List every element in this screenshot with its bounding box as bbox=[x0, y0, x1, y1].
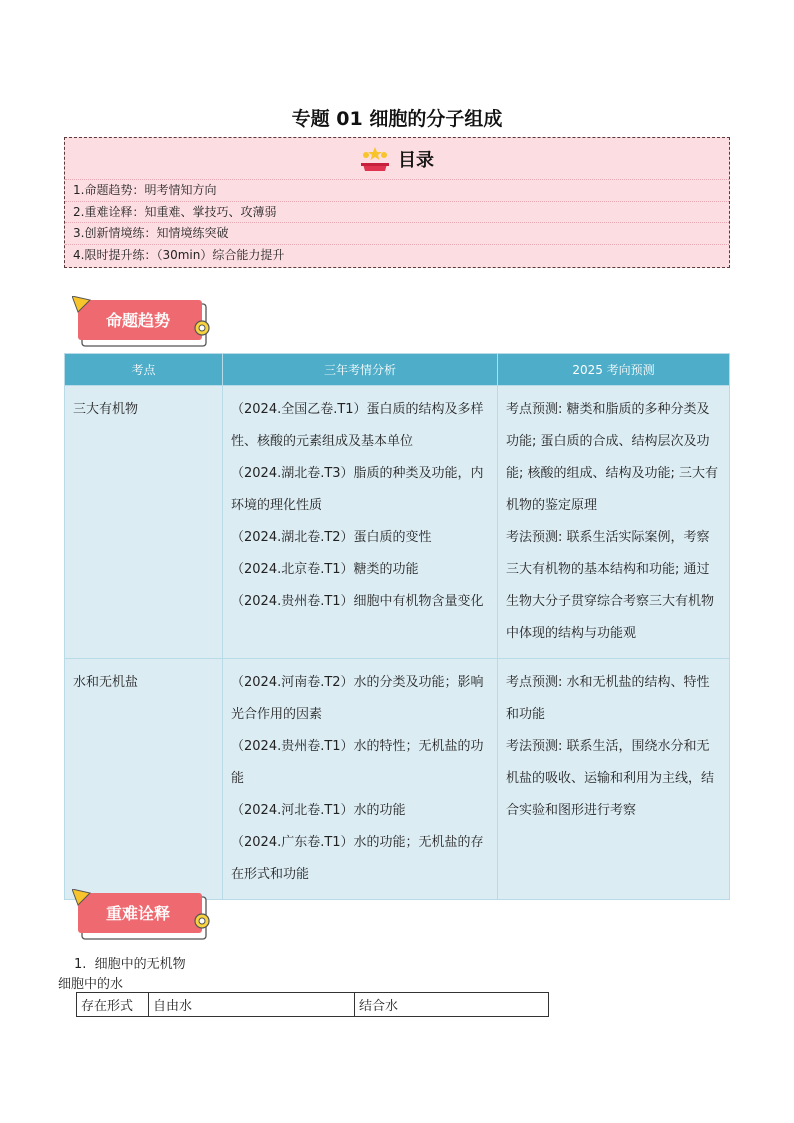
header-topic: 考点 bbox=[65, 354, 223, 386]
table-row bbox=[65, 386, 730, 659]
table-header-row bbox=[65, 354, 730, 386]
toc-item[interactable]: 1.命题趋势：明考情知方向 bbox=[65, 180, 729, 202]
toc-item[interactable]: 2.重难诠释：知重难、掌技巧、攻薄弱 bbox=[65, 202, 729, 224]
analysis-line: （2024.湖北卷.T3）脂质的种类及功能，内环境的理化性质 bbox=[231, 466, 484, 513]
forecast-line: 考法预测: 联系生活，围绕水分和无机盐的吸收、运输和利用为主线，结合实验和图形进行考察 bbox=[506, 739, 715, 818]
forecast-line: 考点预测: 水和无机盐的结构、特性和功能 bbox=[506, 675, 710, 722]
table-row bbox=[65, 659, 730, 900]
toc-item[interactable]: 4.限时提升练：（30min）综合能力提升 bbox=[73, 247, 285, 262]
analysis-line: （2024.全国乙卷.T1）蛋白质的结构及多样性、核酸的元素组成及基本单位 bbox=[231, 402, 484, 449]
header-forecast: 2025 考向预测 bbox=[498, 354, 730, 386]
crown-icon bbox=[360, 146, 390, 172]
analysis-cell bbox=[223, 386, 498, 659]
analysis-line: （2024.贵州卷.T1）细胞中有机物含量变化 bbox=[231, 594, 484, 609]
toc-header bbox=[65, 138, 729, 180]
topic-cell: 水和无机盐 bbox=[65, 659, 223, 900]
key-section-badge bbox=[72, 889, 214, 943]
toc-heading: 目录 bbox=[398, 149, 434, 171]
analysis-cell bbox=[223, 659, 498, 900]
analysis-line: （2024.北京卷.T1）糖类的功能 bbox=[231, 562, 419, 577]
analysis-line: （2024.湖北卷.T2）蛋白质的变性 bbox=[231, 530, 432, 545]
analysis-line: （2024.广东卷.T1）水的功能；无机盐的存在形式和功能 bbox=[231, 835, 484, 882]
topic-cell: 三大有机物 bbox=[65, 386, 223, 659]
trend-table bbox=[64, 353, 730, 900]
water-cell-free: 自由水 bbox=[149, 993, 355, 1017]
forecast-line: 考法预测: 联系生活实际案例，考察三大有机物的基本结构和功能; 通过生物大分子贯穿综合考察三大有机物中体现的结构与功能观 bbox=[506, 530, 715, 641]
table-row bbox=[77, 993, 549, 1017]
trend-badge-label: 命题趋势 bbox=[105, 311, 171, 330]
water-table bbox=[76, 992, 549, 1017]
forecast-line: 考点预测: 糖类和脂质的多种分类及功能; 蛋白质的合成、结构层次及功能; 核酸的组成、结构及功能; 三大有机物的鉴定原理 bbox=[506, 402, 719, 513]
subsection-heading: 细胞中的水 bbox=[58, 977, 124, 992]
key-badge-label: 重难诠释 bbox=[105, 904, 171, 923]
section-heading: 1. 细胞中的无机物 bbox=[74, 957, 186, 972]
forecast-cell bbox=[498, 659, 730, 900]
water-cell-form: 存在形式 bbox=[77, 993, 149, 1017]
analysis-line: （2024.河北卷.T1）水的功能 bbox=[231, 803, 406, 818]
analysis-line: （2024.贵州卷.T1）水的特性；无机盐的功能 bbox=[231, 739, 484, 786]
toc-item[interactable]: 3.创新情境练：知情境练突破 bbox=[65, 223, 729, 245]
water-cell-bound: 结合水 bbox=[355, 993, 549, 1017]
trend-section-badge bbox=[72, 296, 214, 350]
analysis-line: （2024.河南卷.T2）水的分类及功能；影响光合作用的因素 bbox=[231, 675, 484, 722]
toc-box bbox=[64, 137, 730, 268]
forecast-cell bbox=[498, 386, 730, 659]
header-analysis: 三年考情分析 bbox=[223, 354, 498, 386]
page-title: 专题 01 细胞的分子组成 bbox=[291, 108, 503, 130]
